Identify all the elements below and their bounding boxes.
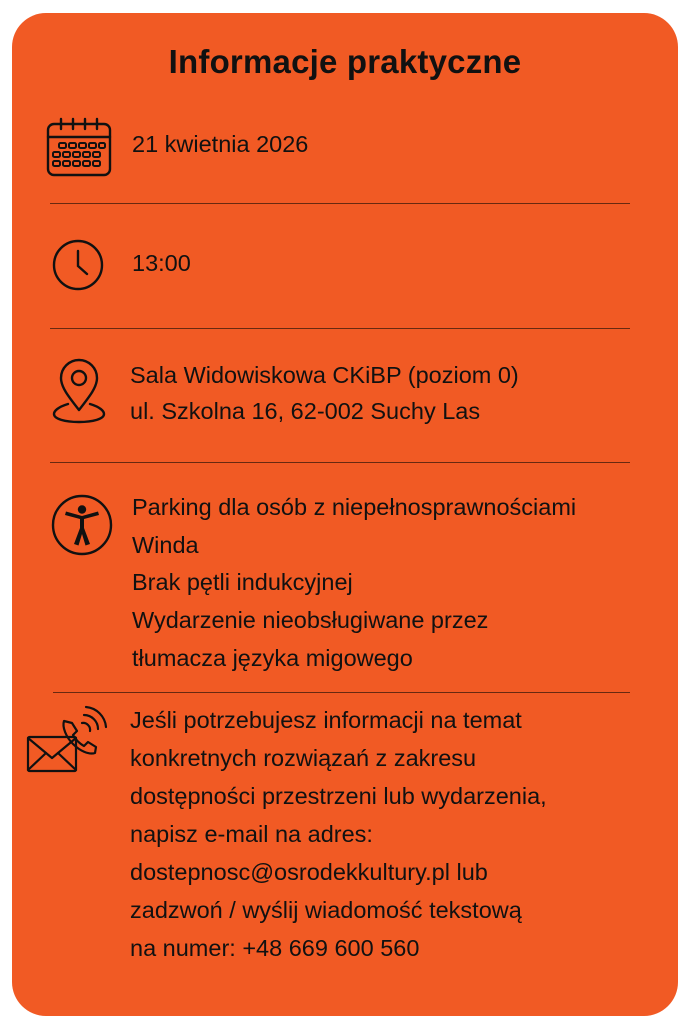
accessibility-line-4: Wydarzenie nieobsługiwane przez [132, 607, 489, 633]
contact-email-line[interactable]: dostepnosc@osrodekkultury.pl lub [130, 859, 488, 885]
accessibility-line-2: Winda [132, 532, 199, 558]
contact-line-1: Jeśli potrzebujesz informacji na temat [130, 707, 522, 733]
contact-line-2: konkretnych rozwiązań z zakresu [130, 745, 477, 771]
accessibility-icon [51, 494, 113, 556]
location-line-2: ul. Szkolna 16, 62-002 Suchy Las [130, 398, 481, 424]
divider [50, 462, 630, 463]
calendar-icon [45, 117, 113, 179]
mail-phone-icon [26, 703, 110, 775]
card-title: Informacje praktyczne [168, 43, 522, 80]
accessibility-line-5: tłumacza języka migowego [132, 645, 413, 671]
contact-phone-line[interactable]: na numer: +48 669 600 560 [130, 935, 420, 961]
info-card [12, 13, 678, 1016]
divider [50, 328, 630, 329]
divider [50, 203, 630, 204]
accessibility-line-3: Brak pętli indukcyjnej [132, 569, 353, 595]
accessibility-line-1: Parking dla osób z niepełnosprawnościami [132, 494, 577, 520]
contact-line-3: dostępności przestrzeni lub wydarzenia, [130, 783, 547, 809]
contact-line-6: zadzwoń / wyślij wiadomość tekstową [130, 897, 522, 923]
contact-line-4: napisz e-mail na adres: [130, 821, 373, 847]
clock-icon [52, 239, 104, 291]
event-time: 13:00 [132, 250, 191, 276]
divider [53, 692, 630, 693]
location-pin-icon [52, 358, 106, 424]
event-date: 21 kwietnia 2026 [132, 131, 309, 157]
location-line-1: Sala Widowiskowa CKiBP (poziom 0) [130, 362, 519, 388]
